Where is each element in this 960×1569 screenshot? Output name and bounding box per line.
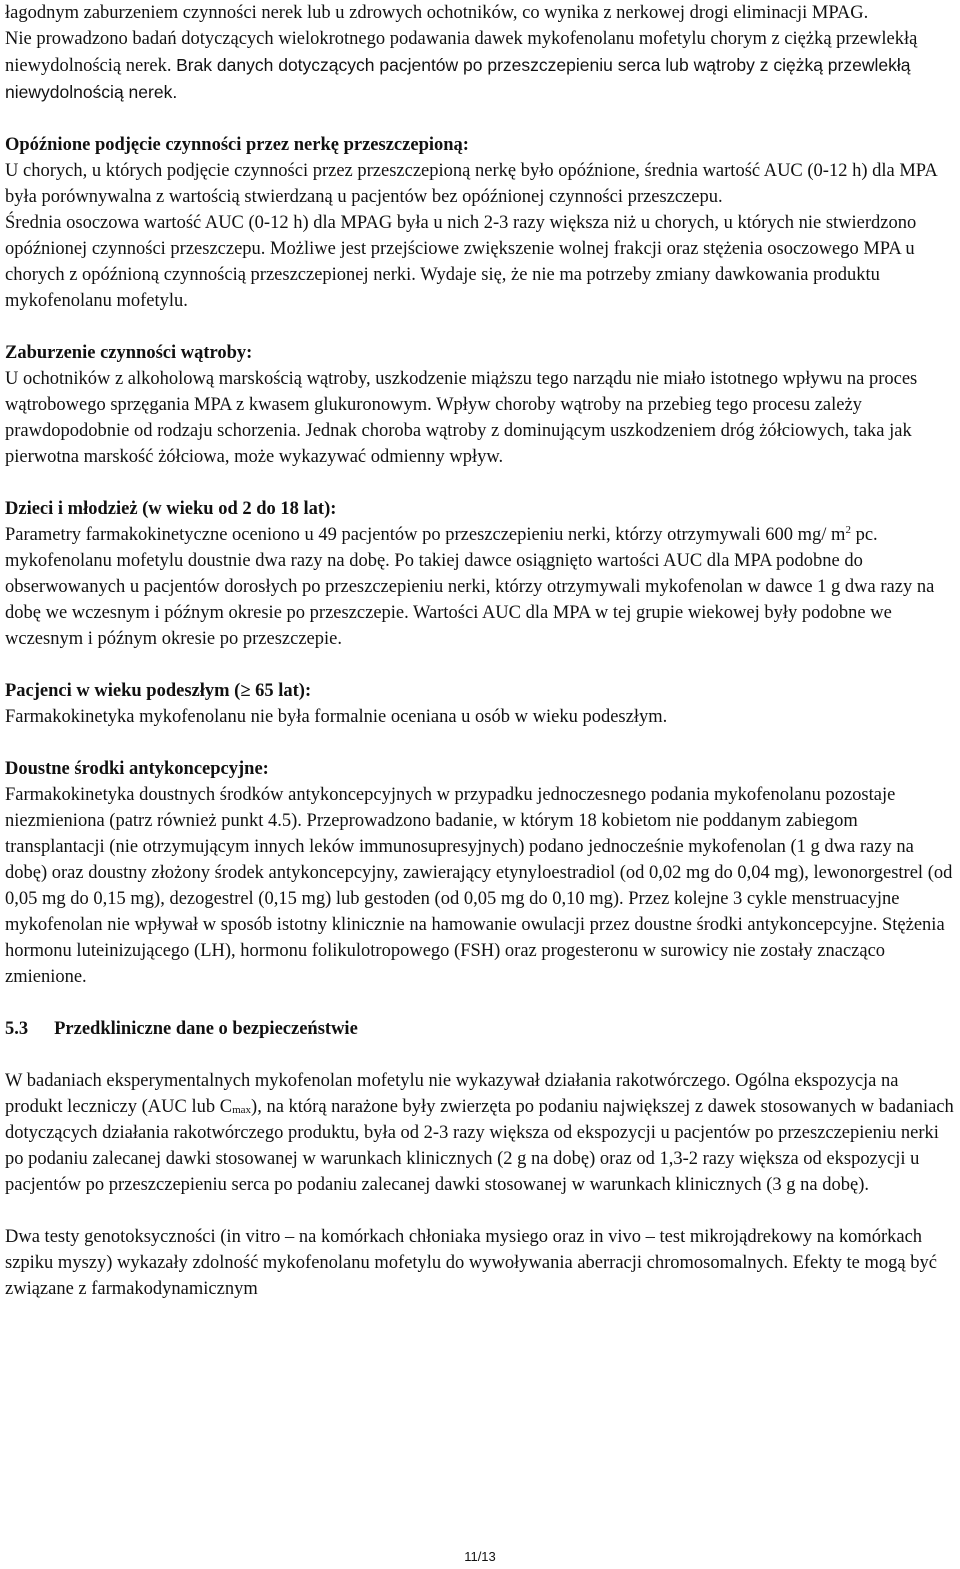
preclinical-text-before: W badaniach eksperymentalnych mykofenolan mofetylu nie wykazywał działania rakotwórczego. Ogólna ekspozycja na produkt leczniczy (AUC lub C bbox=[5, 1071, 899, 1117]
children-text-before: Parametry farmakokinetyczne oceniono u 49 pacjentów po przeszczepieniu nerki, którzy otrzymywali 600 mg/ m bbox=[5, 525, 846, 545]
preclinical-paragraph-1 bbox=[5, 1068, 955, 1198]
document-page bbox=[5, 0, 955, 1302]
contraceptives-heading: Doustne środki antykoncepcyjne: bbox=[5, 759, 269, 779]
section-5-3-title bbox=[5, 1016, 955, 1042]
intro-line-2: Nie prowadzono badań dotyczących wielokrotnego podawania dawek mykofenolanu mofetylu chorym z ciężką przewlekłą niewydolnością nerek. bbox=[5, 29, 918, 76]
children-heading: Dzieci i młodzież (w wieku od 2 do 18 lat): bbox=[5, 499, 337, 519]
page-number: 11/13 bbox=[464, 1549, 496, 1564]
intro-paragraph bbox=[5, 0, 955, 106]
delayed-graft-heading: Opóźnione podjęcie czynności przez nerkę przeszczepioną: bbox=[5, 135, 469, 155]
contraceptives-section bbox=[5, 756, 955, 990]
subscript-max: max bbox=[232, 1104, 252, 1116]
liver-section bbox=[5, 340, 955, 470]
elderly-paragraph: Farmakokinetyka mykofenolanu nie była formalnie oceniana u osób w wieku podeszłym. bbox=[5, 707, 668, 727]
intro-line-3: Brak danych dotyczących pacjentów po przeszczepieniu serca lub wątroby z ciężką przewlekłą niewydolnością nerek. bbox=[5, 55, 911, 102]
elderly-heading: Pacjenci w wieku podeszłym (≥ 65 lat): bbox=[5, 681, 312, 701]
delayed-graft-section bbox=[5, 132, 955, 314]
section-5-3 bbox=[5, 1016, 955, 1302]
intro-line-1: łagodnym zaburzeniem czynności nerek lub u zdrowych ochotników, co wynika z nerkowej drogi eliminacji MPAG. bbox=[5, 3, 869, 23]
liver-heading: Zaburzenie czynności wątroby: bbox=[5, 343, 253, 363]
preclinical-text-after: ), na którą narażone były zwierzęta po podaniu największej z dawek stosowanych w badaniach dotyczących działania rakotwórczego produktu, była od 2-3 razy większa od ekspozycji u pacjentów po przeszczepieniu nerki po podaniu zalecanej dawki stosowanej w warunkach klinicznych (2 g na dobę) oraz od 1,3-2 razy większa od ekspozycji u pacjentów po przeszczepieniu serca po podaniu zalecanej dawki stosowanej w warunkach klinicznych (3 g na dobę). bbox=[5, 1097, 954, 1195]
delayed-graft-paragraph-1: U chorych, u których podjęcie czynności przez przeszczepioną nerkę było opóźnione, średnia wartość AUC (0-12 h) dla MPA była porównywalna z wartością stwierdzaną u pacjentów bez opóźnionej czynności przeszczepu. bbox=[5, 161, 937, 207]
children-section bbox=[5, 496, 955, 652]
superscript-2: 2 bbox=[845, 523, 851, 536]
section-number: 5.3 bbox=[5, 1019, 29, 1039]
children-text-after: pc. mykofenolanu mofetylu doustnie dwa razy na dobę. Po takiej dawce osiągnięto wartości AUC dla MPA podobne do obserwowanych u pacjentów dorosłych po przeszczepieniu nerki, którzy otrzymywali mykofenolan w dawce 1 g dwa razy na dobę we wczesnym i późnym okresie po przeszczepie. Wartości AUC dla MPA w tej grupie wiekowej były podobne we wczesnym i późnym okresie po przeszczepie. bbox=[5, 525, 935, 649]
elderly-section bbox=[5, 678, 955, 730]
liver-paragraph: U ochotników z alkoholową marskością wątroby, uszkodzenie miąższu tego narządu nie miało istotnego wpływu na proces wątrobowego sprzęgania MPA z kwasem glukuronowym. Wpływ choroby wątroby na przebieg tego procesu zależy prawdopodobnie od rodzaju schorzenia. Jednak choroba wątroby z dominującym uszkodzeniem dróg żółciowych, taka jak pierwotna marskość żółciowa, może wykazywać odmienny wpływ. bbox=[5, 369, 918, 467]
preclinical-paragraph-2: Dwa testy genotoksyczności (in vitro – na komórkach chłoniaka mysiego oraz in vivo – test mikrojądrekowy na komórkach szpiku myszy) wykazały zdolność mykofenolanu mofetylu do wywoływania aberracji chromosomalnych. Efekty te mogą być związane z farmakodynamicznym bbox=[5, 1227, 937, 1299]
children-paragraph bbox=[5, 522, 955, 652]
contraceptives-paragraph: Farmakokinetyka doustnych środków antykoncepcyjnych w przypadku jednoczesnego podania mykofenolanu pozostaje niezmieniona (patrz również punkt 4.5). Przeprowadzono badanie, w którym 18 kobietom nie poddanym zabiegom transplantacji (nie otrzymującym innych leków immunosupresyjnych) podano jednocześnie mykofenolan (1 g dwa razy na dobę) oraz doustny złożony środek antykoncepcyjny, zawierający etynyloestradiol (od 0,02 mg do 0,04 mg), lewonorgestrel (od 0,05 mg do 0,15 mg), dezogestrel (0,15 mg) lub gestoden (od 0,05 mg do 0,10 mg). Przez kolejne 3 cykle menstruacyjne mykofenolan nie wpływał w sposób istotny klinicznie na hamowanie owulacji przez doustne środki antykoncepcyjne. Stężenia hormonu luteinizującego (LH), hormonu folikulotropowego (FSH) oraz progesteronu w surowicy nie zostały znacząco zmienione. bbox=[5, 785, 953, 987]
delayed-graft-paragraph-2: Średnia osoczowa wartość AUC (0-12 h) dla MPAG była u nich 2-3 razy większa niż u chorych, u których nie stwierdzono opóźnionej czynności przeszczepu. Możliwe jest przejściowe zwiększenie wolnej frakcji oraz stężenia osoczowego MPA u chorych z opóźnioną czynnością przeszczepionej nerki. Wydaje się, że nie ma potrzeby zmiany dawkowania produktu mykofenolanu mofetylu. bbox=[5, 213, 917, 311]
section-title-text: Przedkliniczne dane o bezpieczeństwie bbox=[54, 1019, 358, 1039]
